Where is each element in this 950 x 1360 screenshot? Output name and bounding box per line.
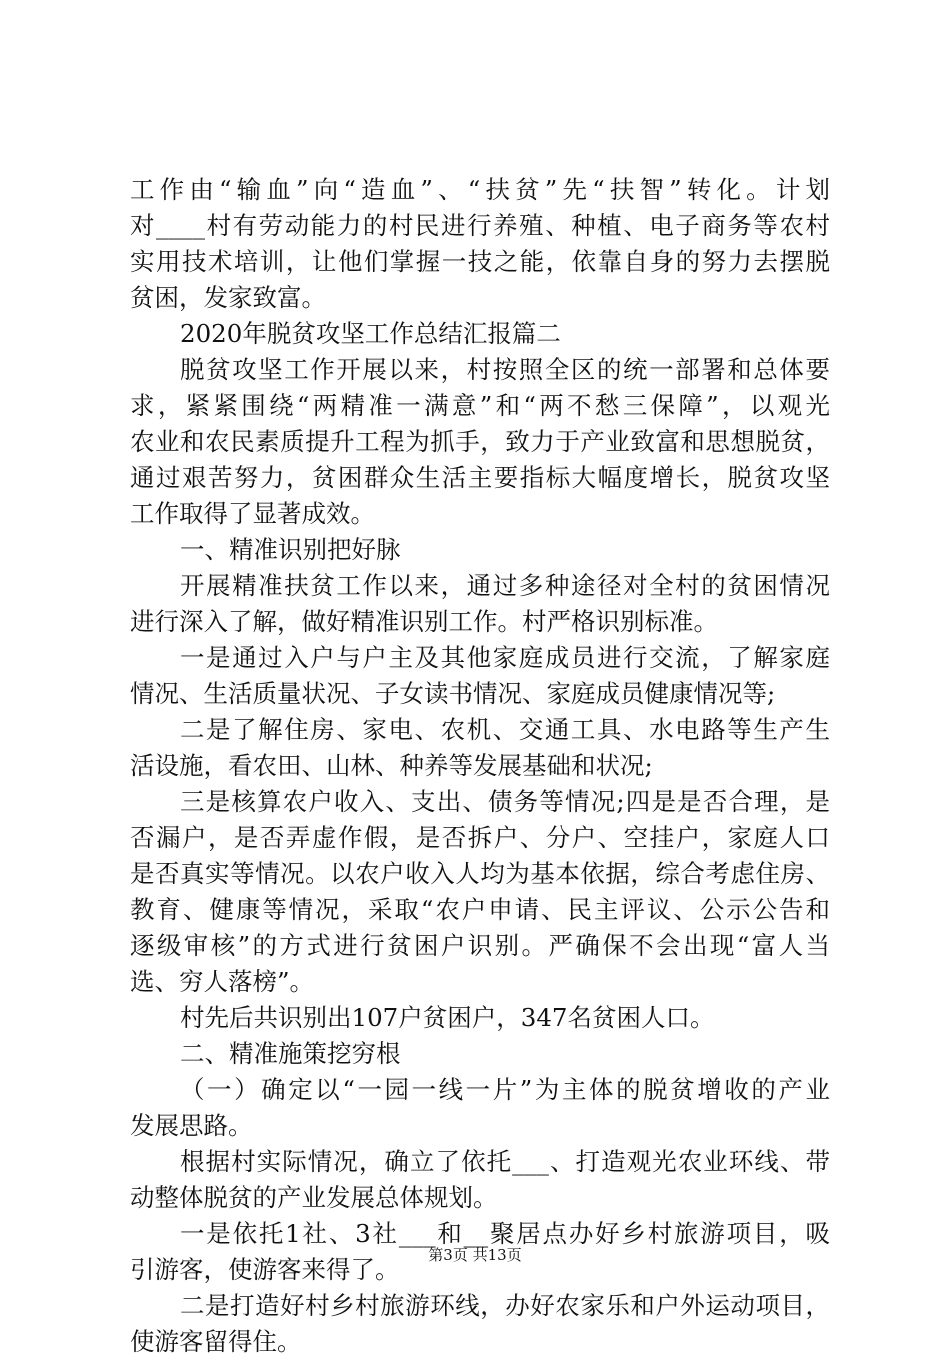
text-line: 二是了解住房、家电、农机、交通工具、水电路等生产生 (180, 715, 830, 744)
text-line: （一）确定以“一园一线一片”为主体的脱贫增收的产业 (180, 1075, 830, 1104)
text-line: 根据村实际情况，确立了依托___、打造观光农业环线、带 (180, 1147, 830, 1176)
text-line: 实用技术培训，让他们掌握一技之能，依靠自身的努力去摆脱 (130, 247, 830, 276)
text-line: 脱贫攻坚工作开展以来，村按照全区的统一部署和总体要 (180, 355, 830, 384)
text-line: 否漏户，是否弄虚作假，是否拆户、分户、空挂户，家庭人口 (130, 823, 830, 852)
text-line: 动整体脱贫的产业发展总体规划。 (130, 1183, 498, 1212)
text-line: 二是打造好村乡村旅游环线，办好农家乐和户外运动项目， (180, 1291, 830, 1320)
section-heading: 二、精准施策挖穷根 (180, 1039, 401, 1068)
text-line: 活设施，看农田、山林、种养等发展基础和状况; (130, 751, 653, 780)
text-line: 是否真实等情况。以农户收入人均为基本依据，综合考虑住房、 (130, 859, 830, 888)
section-title: 2020年脱贫攻坚工作总结汇报篇二 (180, 319, 561, 348)
text-line: 使游客留得住。 (130, 1327, 302, 1356)
text-line: 进行深入了解，做好精准识别工作。村严格识别标准。 (130, 607, 718, 636)
text-line: 贫困，发家致富。 (130, 283, 326, 312)
text-line: 村先后共识别出107户贫困户，347名贫困人口。 (180, 1003, 715, 1032)
text-line: 逐级审核”的方式进行贫困户识别。严确保不会出现“富人当 (130, 931, 830, 960)
text-line: 求，紧紧围绕“两精准一满意”和“两不愁三保障”，以观光 (130, 391, 830, 420)
page-number: 第3页 共13页 (428, 1246, 522, 1264)
text-line: 一是依托1社、3社___和__聚居点办好乡村旅游项目，吸 (180, 1219, 830, 1248)
text-line: 工作取得了显著成效。 (130, 499, 375, 528)
text-line: 情况、生活质量状况、子女读书情况、家庭成员健康情况等; (130, 679, 776, 708)
section-heading: 一、精准识别把好脉 (180, 535, 401, 564)
text-line: 通过艰苦努力，贫困群众生活主要指标大幅度增长，脱贫攻坚 (130, 463, 830, 492)
document-body (130, 172, 830, 1360)
text-line: 引游客，使游客来得了。 (130, 1255, 400, 1284)
text-line: 选、穷人落榜”。 (130, 967, 315, 996)
text-line: 教育、健康等情况，采取“农户申请、民主评议、公示公告和 (130, 895, 830, 924)
text-line: 对____村有劳动能力的村民进行养殖、种植、电子商务等农村 (130, 211, 830, 240)
text-line: 开展精准扶贫工作以来，通过多种途径对全村的贫困情况 (180, 571, 830, 600)
text-line: 三是核算农户收入、支出、债务等情况;四是是否合理，是 (180, 787, 830, 816)
text-line: 一是通过入户与户主及其他家庭成员进行交流，了解家庭 (180, 643, 830, 672)
text-line: 发展思路。 (130, 1111, 253, 1140)
text-line: 工作由“输血”向“造血”、“扶贫”先“扶智”转化。计划 (130, 175, 830, 204)
text-line: 农业和农民素质提升工程为抓手，致力于产业致富和思想脱贫， (130, 427, 830, 456)
